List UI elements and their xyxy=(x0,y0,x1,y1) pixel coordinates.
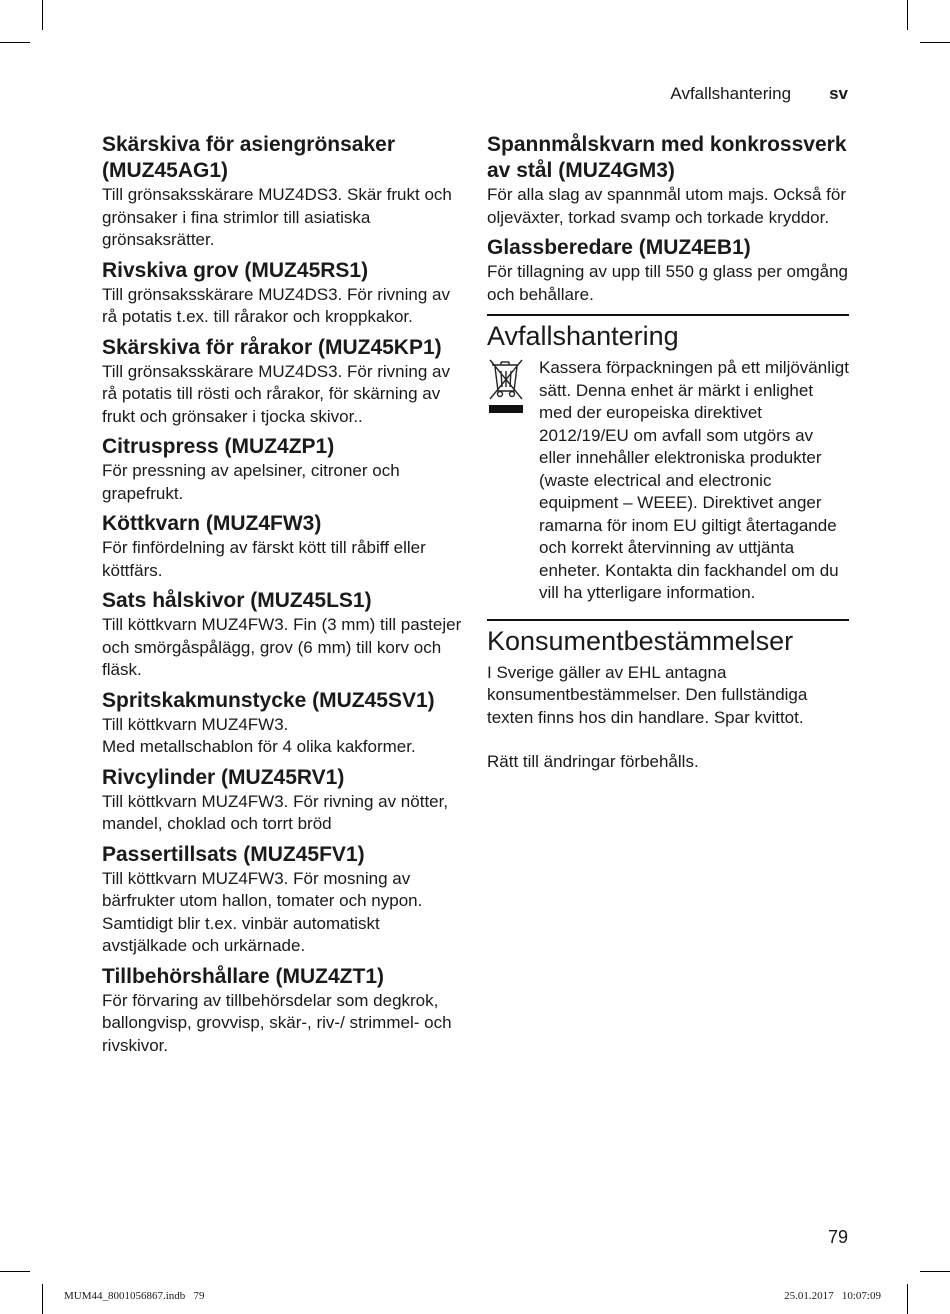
item-title: Köttkvarn (MUZ4FW3) xyxy=(102,512,322,535)
item-text: Till köttkvarn MUZ4FW3. För mosning av bärfrukter utom hallon, tomater och nypon. Samtidigt blir t.ex. vinbär automatiskt avstjälkade och urkärnade. xyxy=(102,868,423,955)
accessory-item xyxy=(102,132,467,252)
consumer-heading: Konsumentbestämmelser xyxy=(487,625,794,656)
item-text: För pressning av apelsiner, citroner och grapefrukt. xyxy=(102,461,400,503)
item-title: Rivcylinder (MUZ45RV1) xyxy=(102,765,345,789)
accessory-item xyxy=(487,132,849,229)
accessory-item xyxy=(102,588,467,682)
footer-file: MUM44_8001056867.indb 79 xyxy=(64,1290,205,1302)
accessory-item xyxy=(102,688,467,759)
section-divider xyxy=(487,619,849,621)
item-title: Sats hålskivor (MUZ45LS1) xyxy=(102,589,372,612)
item-title: Passertillsats (MUZ45FV1) xyxy=(102,842,365,866)
accessory-item xyxy=(102,434,467,505)
item-text: För finfördelning av färskt kött till råbiff eller köttfärs. xyxy=(102,538,426,580)
right-column xyxy=(487,132,849,774)
footer-timestamp: 25.01.2017 10:07:09 xyxy=(784,1290,881,1302)
disposal-heading: Avfallshantering xyxy=(487,321,679,351)
consumer-text: I Sverige gäller av EHL antagna konsumentbestämmelser. Den fullständiga texten finns hos din handlare. Spar kvittot. xyxy=(487,662,808,727)
disposal-block xyxy=(487,357,849,605)
page-number: 79 xyxy=(827,1227,848,1247)
item-text: För alla slag av spannmål utom majs. Också för oljeväxter, torkad svamp och torkade kryddor. xyxy=(487,185,847,227)
accessory-item xyxy=(102,765,467,836)
item-text: Till köttkvarn MUZ4FW3. För rivning av nötter, mandel, choklad och torrt bröd xyxy=(102,791,449,833)
crop-mark xyxy=(42,1284,43,1314)
section-divider xyxy=(487,314,849,316)
item-text: Till grönsaksskärare MUZ4DS3. För rivning av rå potatis t.ex. till rårakor och kroppkakor. xyxy=(102,284,450,326)
item-title: Glassberedare (MUZ4EB1) xyxy=(487,236,751,259)
item-title: Spritskakmunstycke (MUZ45SV1) xyxy=(102,688,435,712)
item-text: För förvaring av tillbehörsdelar som degkrok, ballongvisp, grovvisp, skär-, riv-/ strimmel- och rivskivor. xyxy=(102,990,452,1055)
accessory-item xyxy=(102,842,467,958)
disposal-text: Kassera förpackningen på ett miljövänligt sätt. Denna enhet är märkt i enlighet med der europeiska direktivet 2012/19/EU om avfall som utgörs av eller innehåller elektroniska produkter (waste electrical and electronic equipment – WEEE). Direktivet anger ramarna för inom EU giltigt återtagande och korrekt återvinning av uttjänta enheter. Kontakta din fackhandel om du vill ha ytterligare information. xyxy=(539,358,849,602)
item-title: Tillbehörshållare (MUZ4ZT1) xyxy=(102,964,384,988)
item-title: Spannmålskvarn med konkrossverk av stål (MUZ4GM3) xyxy=(487,133,847,182)
item-text: Till köttkvarn MUZ4FW3. Fin (3 mm) till pastejer och smörgåspålägg, grov (6 mm) till korv och fläsk. xyxy=(102,615,462,679)
crop-mark xyxy=(920,42,950,43)
item-title: Citruspress (MUZ4ZP1) xyxy=(102,435,335,458)
header-language: sv xyxy=(829,84,848,103)
item-title: Skärskiva för asiengrönsaker (MUZ45AG1) xyxy=(102,133,395,182)
accessory-item xyxy=(487,235,849,306)
item-text: Till grönsaksskärare MUZ4DS3. För rivning av rå potatis till rösti och rårakor, för skärning av frukt och grönsaker i tjocka skivor.. xyxy=(102,361,450,426)
crop-mark xyxy=(907,1284,908,1314)
item-text: Till grönsaksskärare MUZ4DS3. Skär frukt och grönsaker i fina strimlor till asiatiska grönsaksrätter. xyxy=(102,185,452,249)
left-column xyxy=(102,132,467,1063)
accessory-item xyxy=(102,258,467,329)
item-text: Till köttkvarn MUZ4FW3. Med metallschablon för 4 olika kakformer. xyxy=(102,714,416,756)
crop-mark xyxy=(42,0,43,30)
crop-mark xyxy=(907,0,908,30)
header-section: Avfallshantering xyxy=(670,84,792,103)
page-header xyxy=(670,84,848,104)
change-note: Rätt till ändringar förbehålls. xyxy=(487,752,699,771)
crop-mark xyxy=(920,1271,950,1272)
crop-mark xyxy=(0,1271,30,1272)
item-title: Skärskiva för rårakor (MUZ45KP1) xyxy=(102,335,442,359)
accessory-item xyxy=(102,964,467,1058)
item-title: Rivskiva grov (MUZ45RS1) xyxy=(102,258,369,282)
item-text: För tillagning av upp till 550 g glass per omgång och behållare. xyxy=(487,262,848,304)
accessory-item xyxy=(102,511,467,582)
crop-mark xyxy=(0,42,30,43)
weee-crossed-bin-icon xyxy=(487,357,525,605)
accessory-item xyxy=(102,335,467,429)
